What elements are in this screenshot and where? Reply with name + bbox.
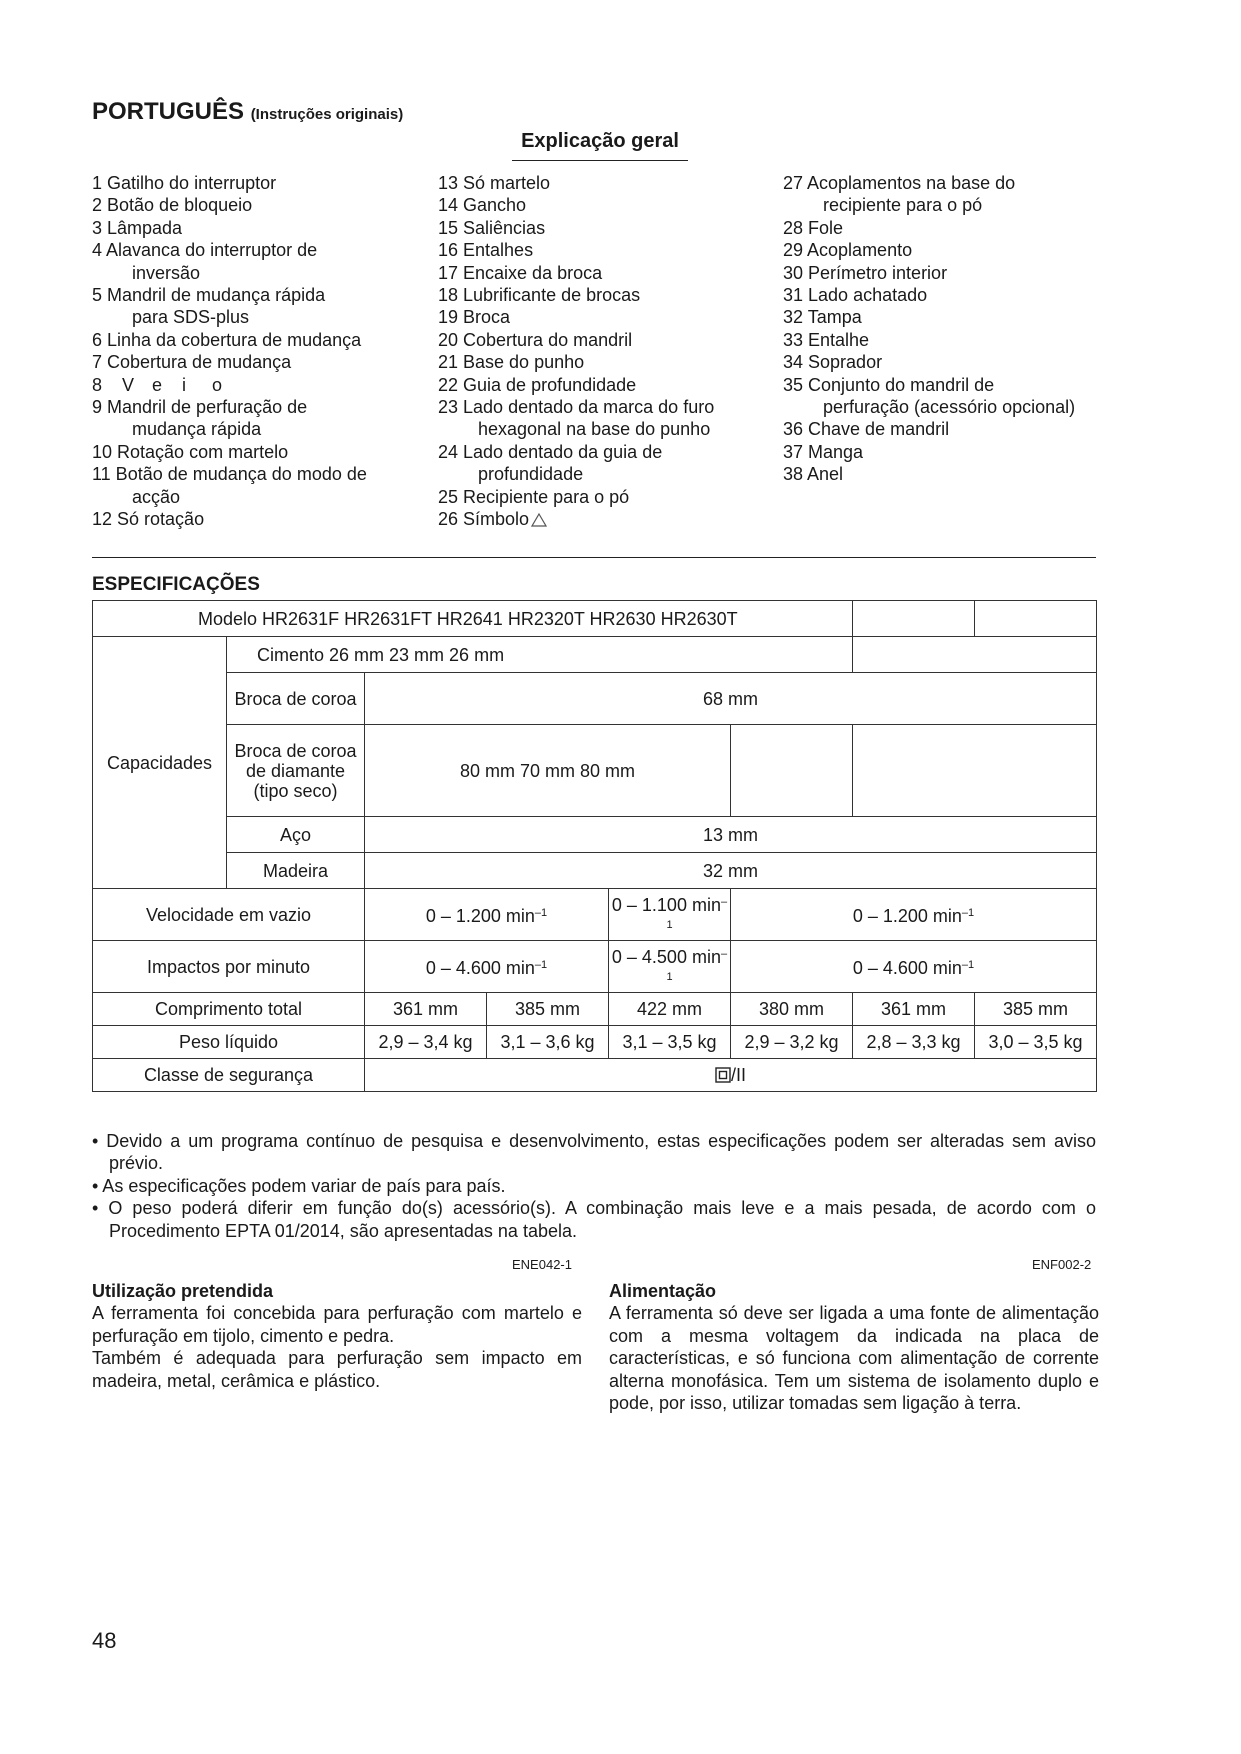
speed-value-3: 0 – 1.200 $\min^{-1}$ — [731, 889, 1097, 941]
part-item: 16 Entalhes — [438, 240, 534, 261]
power-supply-section — [609, 1280, 1099, 1414]
table-row — [93, 889, 1097, 941]
steel-label: Aço — [227, 817, 365, 853]
part-item: 38 Anel — [783, 464, 844, 485]
part-item-continuation: para SDS-plus — [132, 307, 250, 328]
part-item-continuation: recipiente para o pó — [823, 195, 983, 216]
length-value: 361 mm — [853, 993, 975, 1026]
language-note: (Instruções originais) — [250, 106, 404, 123]
part-item: 27 Acoplamentos na base do — [783, 173, 1016, 193]
part-item: 3 Lâmpada — [92, 217, 183, 238]
weight-value: 3,1 – 3,6 kg — [487, 1026, 609, 1059]
length-label: Comprimento total — [93, 993, 365, 1026]
diamond-bit-label: Broca de coroa de diamante (tipo seco) — [227, 725, 365, 817]
part-item: 23 Lado dentado da marca do furo — [438, 397, 715, 418]
part-item: 8 V e i o — [92, 374, 225, 395]
parts-list-column-2 — [438, 172, 714, 531]
part-item-continuation: profundidade — [478, 464, 584, 485]
table-row — [93, 601, 1097, 637]
table-row — [93, 673, 1097, 725]
section-divider — [92, 557, 1096, 558]
capacities-label: Capacidades — [93, 637, 227, 889]
cement-row: Cimento 26 mm 23 mm 26 mm — [227, 637, 853, 673]
intended-use-text-2: Também é adequada para perfuração sem impacto em madeira, metal, cerâmica e plástico. — [92, 1348, 582, 1391]
weight-label: Peso líquido — [93, 1026, 365, 1059]
intended-use-text: A ferramenta foi concebida para perfuração com martelo e perfuração em tijolo, cimento e pedra. — [92, 1303, 582, 1346]
part-item: 11 Botão de mudança do modo de — [92, 464, 367, 485]
part-item: 19 Broca — [438, 307, 511, 328]
warning-triangle-icon — [531, 513, 547, 527]
speed-label: Velocidade em vazio — [93, 889, 365, 941]
diamond-bit-value: 80 mm 70 mm 80 mm — [365, 725, 731, 817]
note-item: • Devido a um programa contínuo de pesquisa e desenvolvimento, estas especificações podem ser alteradas sem aviso prévio. — [92, 1131, 1096, 1174]
part-item-continuation: hexagonal na base do punho — [478, 419, 711, 440]
part-item-continuation: inversão — [132, 262, 201, 283]
speed-value-2: 0 – 1.100 $\min^{-1}$ — [609, 889, 731, 941]
part-item: 7 Cobertura de mudança — [92, 352, 292, 373]
table-row — [93, 1026, 1097, 1059]
weight-value: 2,9 – 3,4 kg — [365, 1026, 487, 1059]
part-item: 25 Recipiente para o pó — [438, 486, 630, 507]
weight-value: 3,1 – 3,5 kg — [609, 1026, 731, 1059]
impacts-value-1: 0 – 4.600 $\min^{-1}$ — [365, 941, 609, 993]
part-item: 32 Tampa — [783, 307, 862, 328]
specifications-heading: ESPECIFICAÇÕES — [92, 574, 260, 595]
specifications-table — [92, 600, 1097, 1092]
part-item: 21 Base do punho — [438, 352, 585, 373]
core-bit-value: 68 mm — [365, 673, 1097, 725]
weight-value: 2,8 – 3,3 kg — [853, 1026, 975, 1059]
speed-value-1: 0 – 1.200 $\min^{-1}$ — [365, 889, 609, 941]
wood-label: Madeira — [227, 853, 365, 889]
length-value: 380 mm — [731, 993, 853, 1026]
language-heading: PORTUGUÊS — [92, 98, 245, 125]
weight-value: 3,0 – 3,5 kg — [975, 1026, 1097, 1059]
power-supply-code: ENF002-2 — [1032, 1257, 1092, 1272]
note-item: • As especificações podem variar de país para país. — [92, 1175, 506, 1196]
part-item: 22 Guia de profundidade — [438, 374, 637, 395]
page-number: 48 — [92, 1628, 117, 1653]
safety-class-label: Classe de segurança — [93, 1059, 365, 1092]
part-item: 12 Só rotação — [92, 509, 205, 530]
part-item: 10 Rotação com martelo — [92, 441, 289, 462]
table-row — [93, 637, 1097, 673]
model-row: Modelo HR2631F HR2631FT HR2641 HR2320T HR2630 HR2630T — [93, 601, 853, 637]
length-value: 361 mm — [365, 993, 487, 1026]
part-item: 18 Lubrificante de brocas — [438, 285, 641, 306]
safety-class-value: /II — [365, 1059, 1097, 1092]
part-item: 37 Manga — [783, 441, 864, 462]
intended-use-code: ENE042-1 — [512, 1257, 572, 1272]
table-row — [93, 941, 1097, 993]
part-item-continuation: mudança rápida — [132, 419, 262, 440]
part-item: 6 Linha da cobertura de mudança — [92, 329, 362, 350]
part-item-continuation: acção — [132, 486, 181, 507]
note-item: • O peso poderá diferir em função do(s) acessório(s). A combinação mais leve e a mais pesada, de acordo com o Procedimento EPTA 01/2014, são apresentadas na tabela. — [92, 1198, 1096, 1241]
part-item: 9 Mandril de perfuração de — [92, 397, 308, 418]
impacts-label: Impactos por minuto — [93, 941, 365, 993]
part-item: 13 Só martelo — [438, 173, 551, 193]
part-item: 15 Saliências — [438, 217, 546, 238]
spec-notes — [92, 1130, 1096, 1242]
intended-use-heading: Utilização pretendida — [92, 1281, 274, 1301]
part-item: 28 Fole — [783, 217, 844, 238]
impacts-value-3: 0 – 4.600 $\min^{-1}$ — [731, 941, 1097, 993]
impacts-value-2: 0 – 4.500 $\min^{-1}$ — [609, 941, 731, 993]
table-row — [93, 1059, 1097, 1092]
parts-list-column-3 — [783, 172, 1075, 486]
weight-value: 2,9 – 3,2 kg — [731, 1026, 853, 1059]
wood-value: 32 mm — [365, 853, 1097, 889]
part-item: 36 Chave de mandril — [783, 419, 950, 440]
power-supply-text: A ferramenta só deve ser ligada a uma fonte de alimentação com a mesma voltagem da indicada na placa de características, e só funciona com alimentação de corrente alterna monofásica. Tem um sistema de isolamento duplo e pode, por isso, utilizar tomadas sem ligação à terra. — [609, 1303, 1099, 1414]
power-supply-heading: Alimentação — [609, 1281, 717, 1301]
part-item: 34 Soprador — [783, 352, 883, 373]
table-row — [93, 993, 1097, 1026]
core-bit-label: Broca de coroa — [227, 673, 365, 725]
part-item: 35 Conjunto do mandril de — [783, 374, 995, 395]
part-item: 26 Símbolo — [438, 508, 714, 530]
page-title — [92, 98, 403, 126]
part-item: 30 Perímetro interior — [783, 262, 948, 283]
part-item: 17 Encaixe da broca — [438, 262, 603, 283]
part-item: 24 Lado dentado da guia de — [438, 441, 663, 462]
parts-list-column-1 — [92, 172, 367, 531]
part-item: 5 Mandril de mudança rápida — [92, 285, 326, 306]
steel-value: 13 mm — [365, 817, 1097, 853]
length-value: 385 mm — [975, 993, 1097, 1026]
general-explanation-heading: Explicação geral — [512, 130, 688, 161]
part-item: 31 Lado achatado — [783, 285, 928, 306]
double-insulation-icon — [715, 1067, 731, 1083]
part-item: 20 Cobertura do mandril — [438, 329, 633, 350]
part-item: 2 Botão de bloqueio — [92, 195, 253, 216]
length-value: 422 mm — [609, 993, 731, 1026]
part-item: 33 Entalhe — [783, 329, 870, 350]
intended-use-section — [92, 1280, 582, 1392]
table-row — [93, 725, 1097, 817]
part-item: 29 Acoplamento — [783, 240, 913, 261]
length-value: 385 mm — [487, 993, 609, 1026]
part-item: 1 Gatilho do interruptor — [92, 173, 277, 193]
part-item: 14 Gancho — [438, 195, 527, 216]
table-row — [93, 817, 1097, 853]
part-item-continuation: perfuração (acessório opcional) — [823, 397, 1076, 418]
part-item: 4 Alavanca do interruptor de — [92, 240, 318, 261]
table-row — [93, 853, 1097, 889]
